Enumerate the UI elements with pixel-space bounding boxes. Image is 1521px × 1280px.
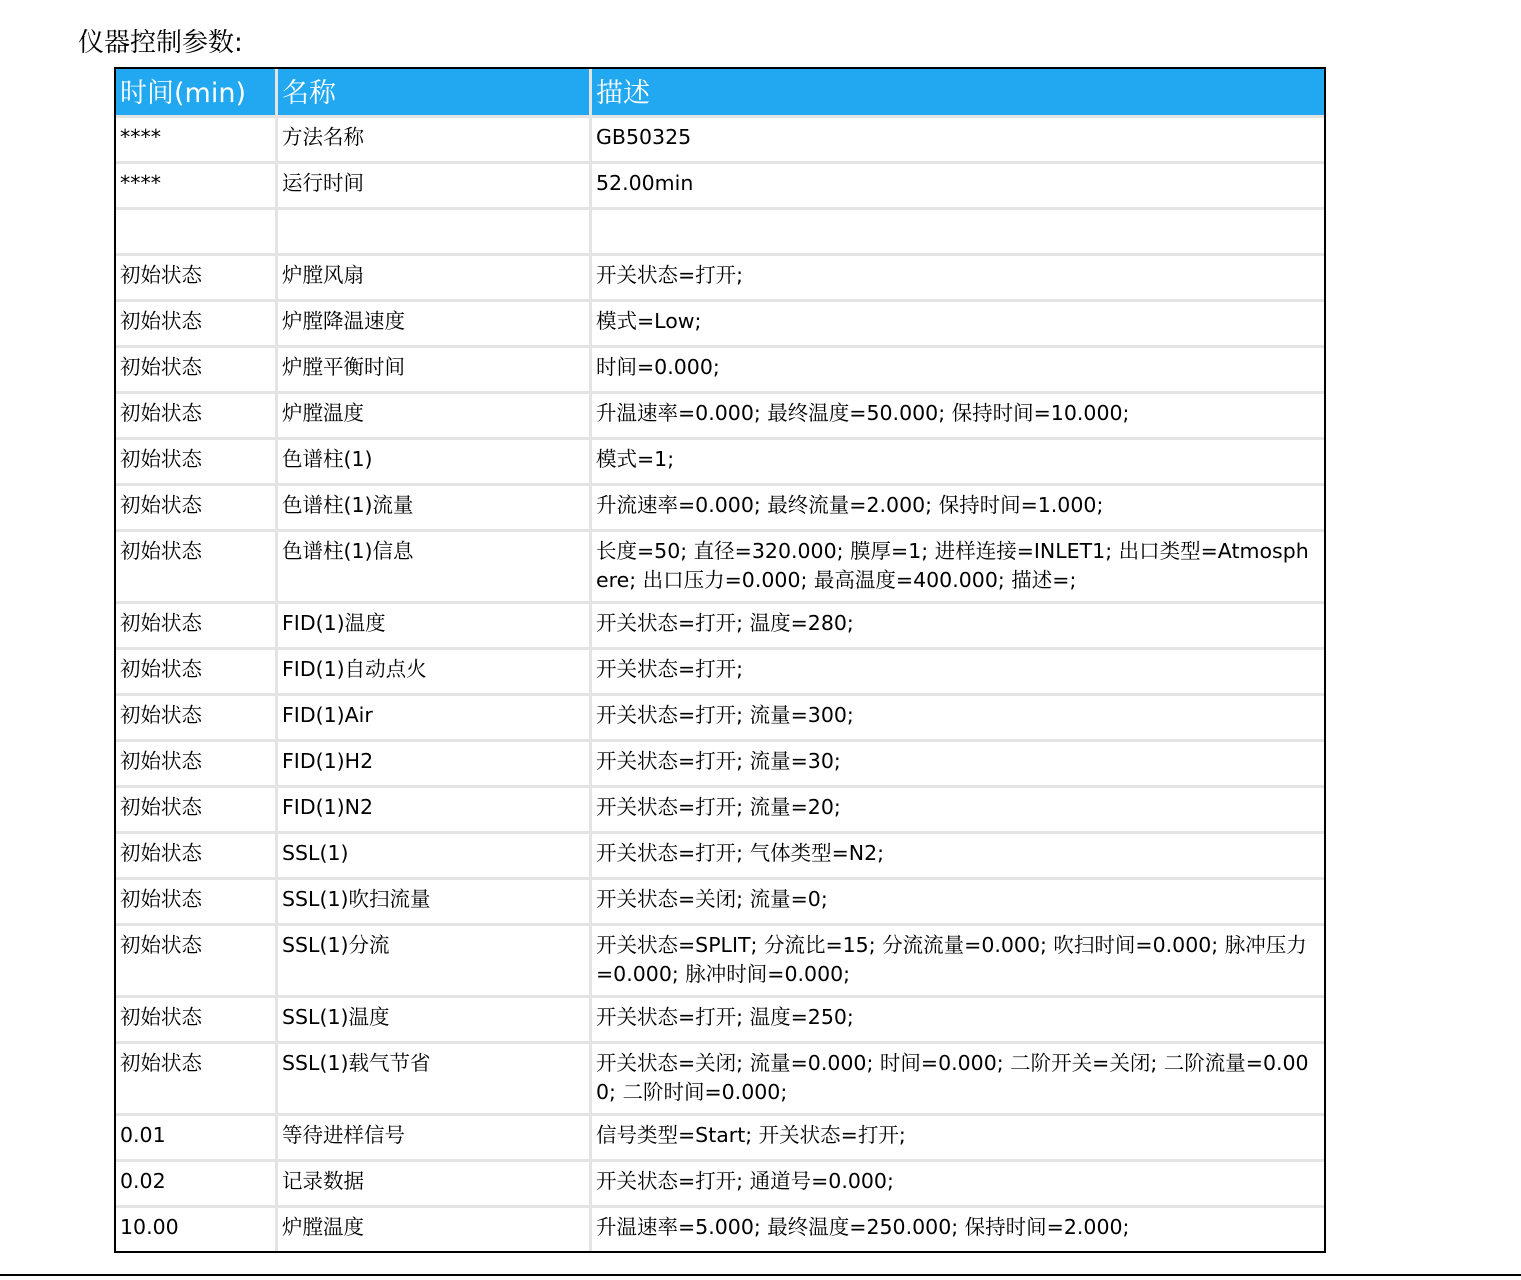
table-row bbox=[116, 440, 1324, 486]
cell-time: 10.00 bbox=[116, 1208, 278, 1251]
cell-name: FID(1)自动点火 bbox=[278, 650, 592, 696]
table-row bbox=[116, 486, 1324, 532]
cell-description: 52.00min bbox=[592, 164, 1324, 210]
cell-time: 初始状态 bbox=[116, 788, 278, 834]
section-title: 仪器控制参数: bbox=[78, 28, 243, 58]
cell-description: 开关状态=打开; 温度=250; bbox=[592, 998, 1324, 1044]
instrument-params-table bbox=[114, 67, 1326, 1253]
cell-name: 等待进样信号 bbox=[278, 1116, 592, 1162]
table-row bbox=[116, 1044, 1324, 1116]
cell-time: 初始状态 bbox=[116, 394, 278, 440]
cell-name: SSL(1)吹扫流量 bbox=[278, 880, 592, 926]
table-row bbox=[116, 1162, 1324, 1208]
cell-description: 开关状态=打开; 流量=30; bbox=[592, 742, 1324, 788]
table-row bbox=[116, 926, 1324, 998]
cell-description: 开关状态=打开; bbox=[592, 256, 1324, 302]
cell-time: 初始状态 bbox=[116, 742, 278, 788]
cell-description: 开关状态=打开; 流量=300; bbox=[592, 696, 1324, 742]
cell-name bbox=[278, 210, 592, 256]
cell-description bbox=[592, 210, 1324, 256]
cell-time: 初始状态 bbox=[116, 1044, 278, 1116]
table-row bbox=[116, 532, 1324, 604]
cell-description: 开关状态=打开; 通道号=0.000; bbox=[592, 1162, 1324, 1208]
cell-time: 初始状态 bbox=[116, 604, 278, 650]
cell-description: 升温速率=5.000; 最终温度=250.000; 保持时间=2.000; bbox=[596, 1215, 1130, 1239]
cell-description: 升流速率=0.000; 最终流量=2.000; 保持时间=1.000; bbox=[592, 486, 1324, 532]
table-row bbox=[116, 302, 1324, 348]
cell-description: 信号类型=Start; 开关状态=打开; bbox=[592, 1116, 1324, 1162]
cell-name: 记录数据 bbox=[278, 1162, 592, 1208]
cell-time bbox=[116, 210, 278, 256]
header-name: 名称 bbox=[278, 69, 592, 118]
cell-name: 色谱柱(1) bbox=[278, 440, 592, 486]
cell-name: 炉膛温度 bbox=[278, 1208, 592, 1251]
table-row bbox=[116, 118, 1324, 164]
table-row bbox=[116, 394, 1324, 440]
cell-name: SSL(1)温度 bbox=[278, 998, 592, 1044]
header-description: 描述 bbox=[592, 69, 1324, 118]
cell-description: 模式=Low; bbox=[592, 302, 1324, 348]
cell-time: 初始状态 bbox=[116, 486, 278, 532]
cell-name: 色谱柱(1)流量 bbox=[278, 486, 592, 532]
cell-name: 运行时间 bbox=[278, 164, 592, 210]
cell-name: FID(1)温度 bbox=[278, 604, 592, 650]
cell-name: FID(1)H2 bbox=[278, 742, 592, 788]
table-row bbox=[116, 788, 1324, 834]
cell-time: 初始状态 bbox=[116, 256, 278, 302]
cell-name: FID(1)N2 bbox=[278, 788, 592, 834]
cell-name: 炉膛降温速度 bbox=[278, 302, 592, 348]
cell-name: SSL(1) bbox=[278, 834, 592, 880]
table-row bbox=[116, 1208, 1324, 1251]
cell-description: 开关状态=关闭; 流量=0.000; 时间=0.000; 二阶开关=关闭; 二阶流量=0.000; 二阶时间=0.000; bbox=[592, 1044, 1324, 1116]
cell-name: 炉膛风扇 bbox=[278, 256, 592, 302]
cell-time: **** bbox=[116, 164, 278, 210]
cell-time: 初始状态 bbox=[116, 834, 278, 880]
cell-time: 初始状态 bbox=[116, 696, 278, 742]
table-row bbox=[116, 742, 1324, 788]
cell-name: SSL(1)分流 bbox=[278, 926, 592, 998]
page-bottom-rule bbox=[0, 1274, 1521, 1276]
table-row bbox=[116, 998, 1324, 1044]
cell-name: SSL(1)载气节省 bbox=[278, 1044, 592, 1116]
cell-description: 开关状态=关闭; 流量=0; bbox=[592, 880, 1324, 926]
table-row bbox=[116, 348, 1324, 394]
table-row bbox=[116, 604, 1324, 650]
cell-time: 初始状态 bbox=[116, 650, 278, 696]
cell-name: 方法名称 bbox=[278, 118, 592, 164]
cell-time: 初始状态 bbox=[116, 532, 278, 604]
cell-time: 初始状态 bbox=[116, 880, 278, 926]
cell-time: 初始状态 bbox=[116, 440, 278, 486]
table-row bbox=[116, 1116, 1324, 1162]
table-row bbox=[116, 696, 1324, 742]
cell-name: 炉膛平衡时间 bbox=[278, 348, 592, 394]
cell-description: 开关状态=打开; bbox=[592, 650, 1324, 696]
table-body bbox=[116, 118, 1324, 1251]
table-row bbox=[116, 834, 1324, 880]
cell-description: 开关状态=SPLIT; 分流比=15; 分流流量=0.000; 吹扫时间=0.000; 脉冲压力=0.000; 脉冲时间=0.000; bbox=[592, 926, 1324, 998]
table-row bbox=[116, 650, 1324, 696]
header-time: 时间(min) bbox=[116, 69, 278, 118]
table-row bbox=[116, 164, 1324, 210]
table-row bbox=[116, 210, 1324, 256]
cell-description: 模式=1; bbox=[592, 440, 1324, 486]
cell-description: 升温速率=0.000; 最终温度=50.000; 保持时间=10.000; bbox=[592, 394, 1324, 440]
cell-description: 开关状态=打开; 温度=280; bbox=[592, 604, 1324, 650]
cell-description: 长度=50; 直径=320.000; 膜厚=1; 进样连接=INLET1; 出口类型=Atmosphere; 出口压力=0.000; 最高温度=400.000; 描述=; bbox=[592, 532, 1324, 604]
cell-time: 0.02 bbox=[116, 1162, 278, 1208]
cell-description: GB50325 bbox=[592, 118, 1324, 164]
table-header-row bbox=[116, 69, 1324, 118]
cell-name: 色谱柱(1)信息 bbox=[278, 532, 592, 604]
cell-description: 开关状态=打开; 气体类型=N2; bbox=[592, 834, 1324, 880]
cell-time: 初始状态 bbox=[116, 998, 278, 1044]
cell-time: 0.01 bbox=[116, 1116, 278, 1162]
cell-time: 初始状态 bbox=[116, 302, 278, 348]
cell-name: FID(1)Air bbox=[278, 696, 592, 742]
cell-name: 炉膛温度 bbox=[278, 394, 592, 440]
cell-time: **** bbox=[116, 118, 278, 164]
table-row bbox=[116, 880, 1324, 926]
table-row bbox=[116, 256, 1324, 302]
cell-description: 时间=0.000; bbox=[592, 348, 1324, 394]
cell-description: 开关状态=打开; 流量=20; bbox=[592, 788, 1324, 834]
cell-time: 初始状态 bbox=[116, 348, 278, 394]
cell-time: 初始状态 bbox=[116, 926, 278, 998]
